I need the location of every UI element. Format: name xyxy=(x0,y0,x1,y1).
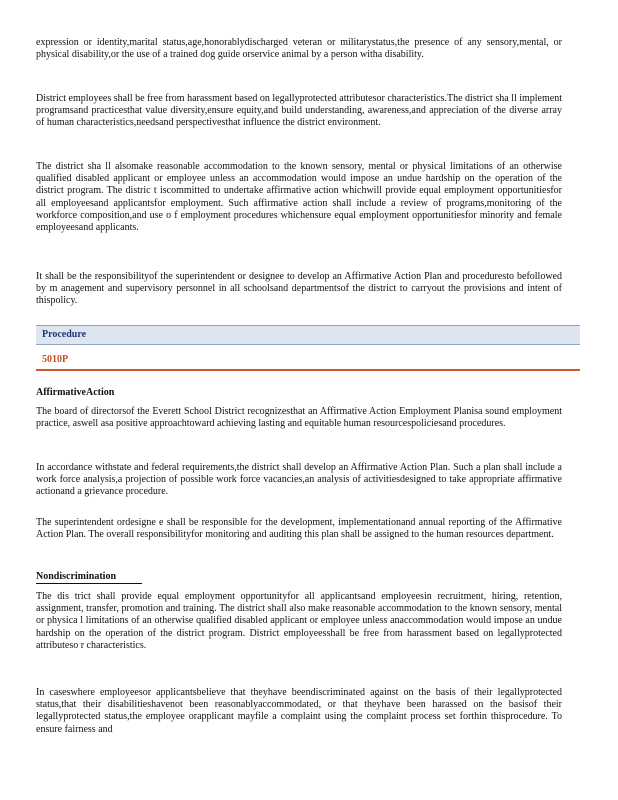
section-divider xyxy=(36,369,580,371)
procedure-banner xyxy=(36,325,580,345)
paragraph-protected-classes: expression or identity,marital status,age,honorablydischarged veteran or militarystatus,the presence of any sensory,mental, or physical disability,or the use of a trained dog guide orservice animal by a person witha disability. xyxy=(36,37,562,61)
paragraph-plan-development: In accordance withstate and federal requirements,the district shall develop an Affirmative Action Plan. Such a plan shall include a work force analysis,a projection of possible work force vacancies,an analysis of activitiesdesigned to take appropriate affirmative actionand a grievance procedure. xyxy=(36,462,562,498)
procedure-label: Procedure xyxy=(42,329,87,340)
paragraph-harassment-diversity: District employees shall be free from harassment based on legallyprotected attributesor characteristics.The district sha ll implement programsand practicesthat value diversity,ensure equity,and build understanding, awareness,and appreciation of the diverse array of human characteristics,needsand perspectivesthat influence the district environment. xyxy=(36,93,562,129)
paragraph-complaint-process: In caseswhere employeesor applicantsbelieve that theyhave beendiscriminated against on the basis of their legallyprotected status,that their disabilitieshavenot been reasonablyaccommodated, or that theyhave been harassed on the basisof their legallyprotected status,the employee orapplicant mayfile a complaint using the complaint process set forthin thisprocedure. To ensure fairness and xyxy=(36,687,562,735)
paragraph-board-recognizes: The board of directorsof the Everett School District recognizesthat an Affirmative Action Employment Planisa sound employment practice, aswell asa positive approachtoward achieving lasting and equitable human resourcespoliciesand procedures. xyxy=(36,406,562,430)
paragraph-accommodation-affirmative: The district sha ll alsomake reasonable accommodation to the known sensory, mental or physical limitations of an otherwise qualified disabled applicant or employee unless an accommodation would impose an undue hardship on the operation of the district program. The distric t iscommitted to undertake affirmative action whichwill provide equal employment opportunitiesfor all employeesand applicantsfor employment. Such affirmative action shall include a review of programs,monitoring of the workforce composition,and use o f employment procedures whichensure equal employment opportunitiesfor minority and female employeesand applicants. xyxy=(36,161,562,234)
paragraph-responsibility: It shall be the responsibilityof the superintendent or designee to develop an Affirmative Action Plan and proceduresto befollowed by m anagement and supervisory personnel in all schoolsand departmentsof the district to carryout the provisions and intent of thispolicy. xyxy=(36,271,562,307)
affirmative-action-heading: AffirmativeAction xyxy=(36,387,115,398)
paragraph-equal-opportunity: The dis trict shall provide equal employment opportunityfor all applicantsand employeesin recruitment, hiring, retention, assignment, transfer, promotion and training. The district shall also make reasonable accommodation to the known sensory, mental or physica l limitations of an otherwise qualified disabled applicant or employee unless anaccommodation would impose an undue hardship on the operation of the district program. District employeesshall be free from harassment based on legallyprotected attributeso r characteristics. xyxy=(36,591,562,651)
nondiscrimination-heading: Nondiscrimination xyxy=(36,571,142,584)
policy-code: 5010P xyxy=(42,354,69,365)
paragraph-superintendent-responsible: The superintendent ordesigne e shall be responsible for the development, implementationand annual reporting of the Affirmative Action Plan. The overall responsibilityfor monitoring and auditing this plan shall be assigned to the human resources department. xyxy=(36,517,562,541)
